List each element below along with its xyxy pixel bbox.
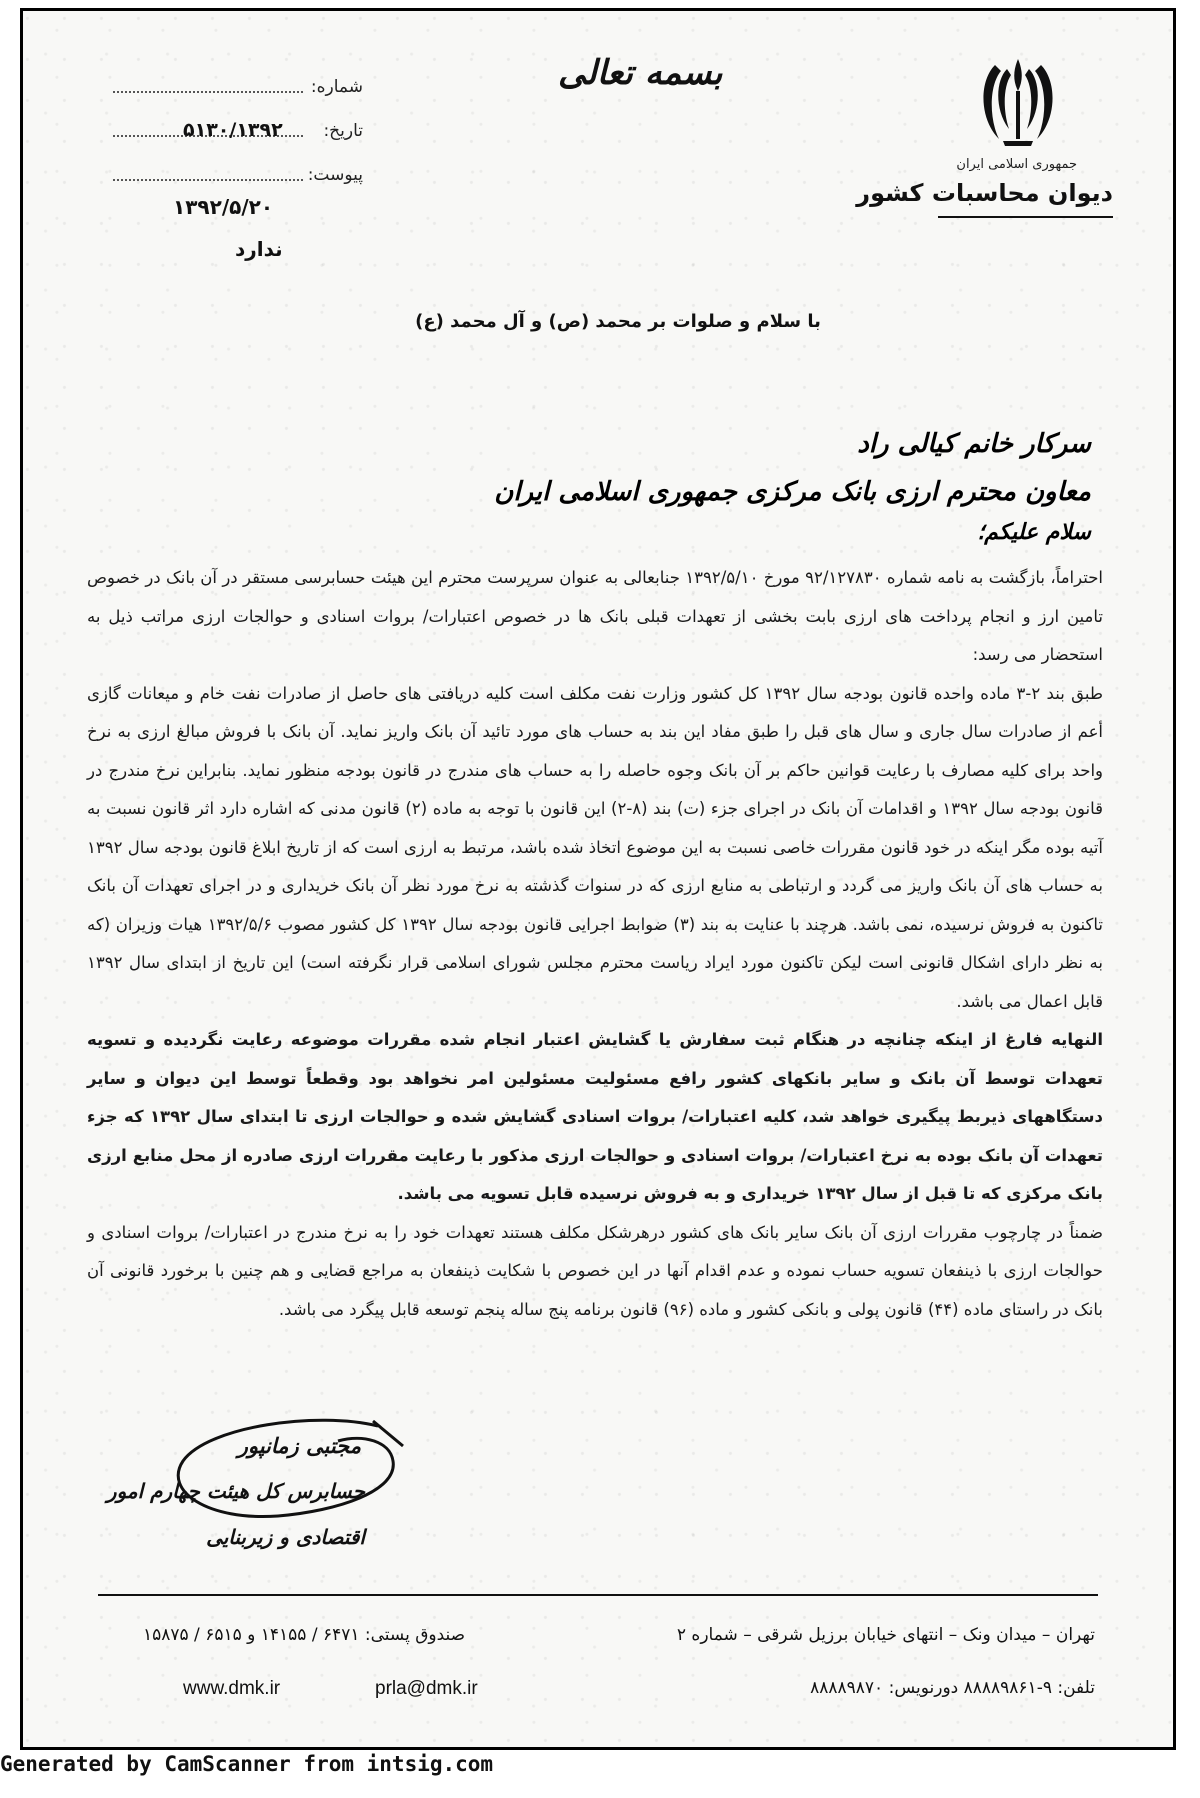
addressee-title: معاون محترم ارزی بانک مرکزی جمهوری اسلامی ایران [494, 477, 1091, 507]
dotted-line [113, 179, 303, 181]
addressee-name: سرکار خانم کیالی راد [857, 429, 1091, 459]
dotted-line [113, 91, 303, 93]
letter-page [20, 8, 1176, 1750]
footer-email: prla@dmk.ir [375, 1678, 478, 1699]
attachment-date-value: ۱۳۹۲/۵/۲۰ [173, 195, 274, 219]
footer-phone-fax: تلفن: ۹-۸۸۸۸۹۸۶۱ دورنویس: ۸۸۸۸۹۸۷۰ [810, 1678, 1095, 1698]
body-paragraph: احتراماً، بازگشت به نامه شماره ۹۲/۱۲۷۸۳۰ مورخ ۱۳۹۲/۵/۱۰ جنابعالی به عنوان سرپرست محترم این هیئت حسابرسی مستقر در آن بانک در خصوص تامین ارز و انجام پرداخت های ارزی بابت بخشی از تعهدات قبلی بانک ها در خصوص اعتبارات/ بروات اسنادی و حوالجات ارزی مراتب ذیل به استحضار می رسد: [87, 568, 1103, 664]
number-label: شماره: [310, 77, 363, 97]
iran-emblem-icon [973, 51, 1063, 151]
camscanner-watermark: Generated by CamScanner from intsig.com [0, 1752, 494, 1776]
footer-address: تهران – میدان ونک – انتهای خیابان برزیل شرقی – شماره ۲ [676, 1625, 1095, 1645]
body-paragraph: ضمناً در چارچوب مقررات ارزی آن بانک سایر بانک های کشور درهرشکل مکلف هستند تعهدات خود را به نرخ مندرج در اعتبارات/ بروات اسنادی و حوالجات ارزی با ذینفعان تسویه حساب نموده و عدم اقدام آنها در این خصوص با شکایت ذینفعان به مراجع قضایی و هم چنین با برخورد قانونی آن بانک در راستای ماده (۴۴) قانون پولی و بانکی کشور و ماده (۹۶) قانون برنامه پنج ساله پنجم توسعه قابل پیگرد می باشد. [87, 1222, 1103, 1319]
signatory-title: حسابرس کل هیئت چهارم امور [106, 1479, 365, 1503]
salutation-greeting: با سلام و صلوات بر محمد (ص) و آل محمد (ع) [415, 311, 821, 332]
date-label: تاریخ: [323, 121, 363, 141]
signatory-department: اقتصادی و زیربنایی [206, 1525, 365, 1549]
attachment-value: ندارد [235, 237, 283, 261]
letter-date-field [113, 121, 363, 145]
letter-attachment-field [113, 165, 363, 189]
footer-website: www.dmk.ir [183, 1678, 281, 1699]
signatory-name: مجتبی زمانپور [237, 1434, 361, 1458]
footer-divider [98, 1594, 1098, 1596]
body-paragraph: طبق بند ۲-۳ ماده واحده قانون بودجه سال ۱۳۹۲ کل کشور وزارت نفت مکلف است کلیه دریافتی های حاصل از صادرات نفت خام و میعانات گازی أعم از صادرات سال جاری و سال های قبل را طبق مفاد این بند به حساب های مورد تائید آن بانک واریز نماید. آن بانک با فروش مبالغ ارزی به نرخ واحد برای کلیه مصارف با رعایت قوانین حاکم بر آن بانک وجوه حاصله را به حساب های مندرج در قانون بودجه منظور نماید. بنابراین نرخ مندرج در قانون بودجه سال ۱۳۹۲ و اقدامات آن بانک در اجرای جزء (ت) بند (۸-۲) این قانون با توجه به ماده (۲) قانون مدنی که اشاره دارد اثر قانون نسبت به آتیه بوده مگر اینکه در خود قانون مقررات خاصی نسبت به این موضوع اتخاذ شده باشد، مرتبط به ارزی است که از تاریخ ابلاغ قانون بودجه سال ۱۳۹۲ به حساب های آن بانک واریز می گردد و ارتباطی به منابع ارزی که در سنوات گذشته به نرخ مورد نظر آن بانک خریداری و در اجرای تعهدات آن بانک تاکنون به فروش نرسیده، نمی باشد. هرچند با عنایت به بند (۳) ضوابط اجرایی قانون بودجه سال ۱۳۹۲ کل کشور مصوب ۱۳۹۲/۵/۶ هیات وزیران (که به نظر دارای اشکال قانونی است لیکن تاکنون مورد ایراد ریاست محترم مجلس شورای اسلامی قرار نگرفته است) این تاریخ از ابتدای سال ۱۳۹۲ قابل اعمال می باشد. [87, 683, 1104, 1011]
footer-po-box: صندوق پستی: ۶۴۷۱ / ۱۴۱۵۵ و ۶۵۱۵ / ۱۵۸۷۵ [143, 1625, 466, 1645]
signature-scribble [168, 1406, 418, 1531]
body-paragraph: النهایه فارغ از اینکه چنانچه در هنگام ثبت سفارش یا گشایش اعتبار انجام شده مقررات موضوعه رعایت نگردیده و تسویه تعهدات توسط آن بانک و سایر بانکهای کشور رافع مسئولیت مسئولین امر نخواهد بود وقطعاً توسط این دیوان و سایر دستگاههای ذیربط پیگیری خواهد شد، کلیه اعتبارات/ بروات اسنادی گشایش شده و حوالجات ارزی تا ابتدای سال ۱۳۹۲ که جزء تعهدات آن بانک بوده به نرخ اعتبارات/ بروات اسنادی و حوالجات ارزی مذکور با رعایت مقررات ارزی صادره از محل منابع ارزی بانک مرکزی که تا قبل از سال ۱۳۹۲ خریداری و به فروش نرسیده قابل تسویه می باشد. [87, 1030, 1104, 1203]
government-name: جمهوری اسلامی ایران [956, 157, 1077, 172]
letter-number-field [113, 77, 363, 101]
letter-body [87, 559, 1103, 1329]
salutation: سلام علیکم؛ [977, 519, 1091, 545]
attachment-label: پیوست: [307, 165, 363, 185]
bismillah-heading: بسمه تعالی [558, 53, 723, 93]
date-number-value: ۵۱۳۰/۱۳۹۲ [183, 119, 283, 141]
organization-name: دیوان محاسبات کشور [856, 179, 1113, 207]
organization-underline [938, 216, 1113, 218]
